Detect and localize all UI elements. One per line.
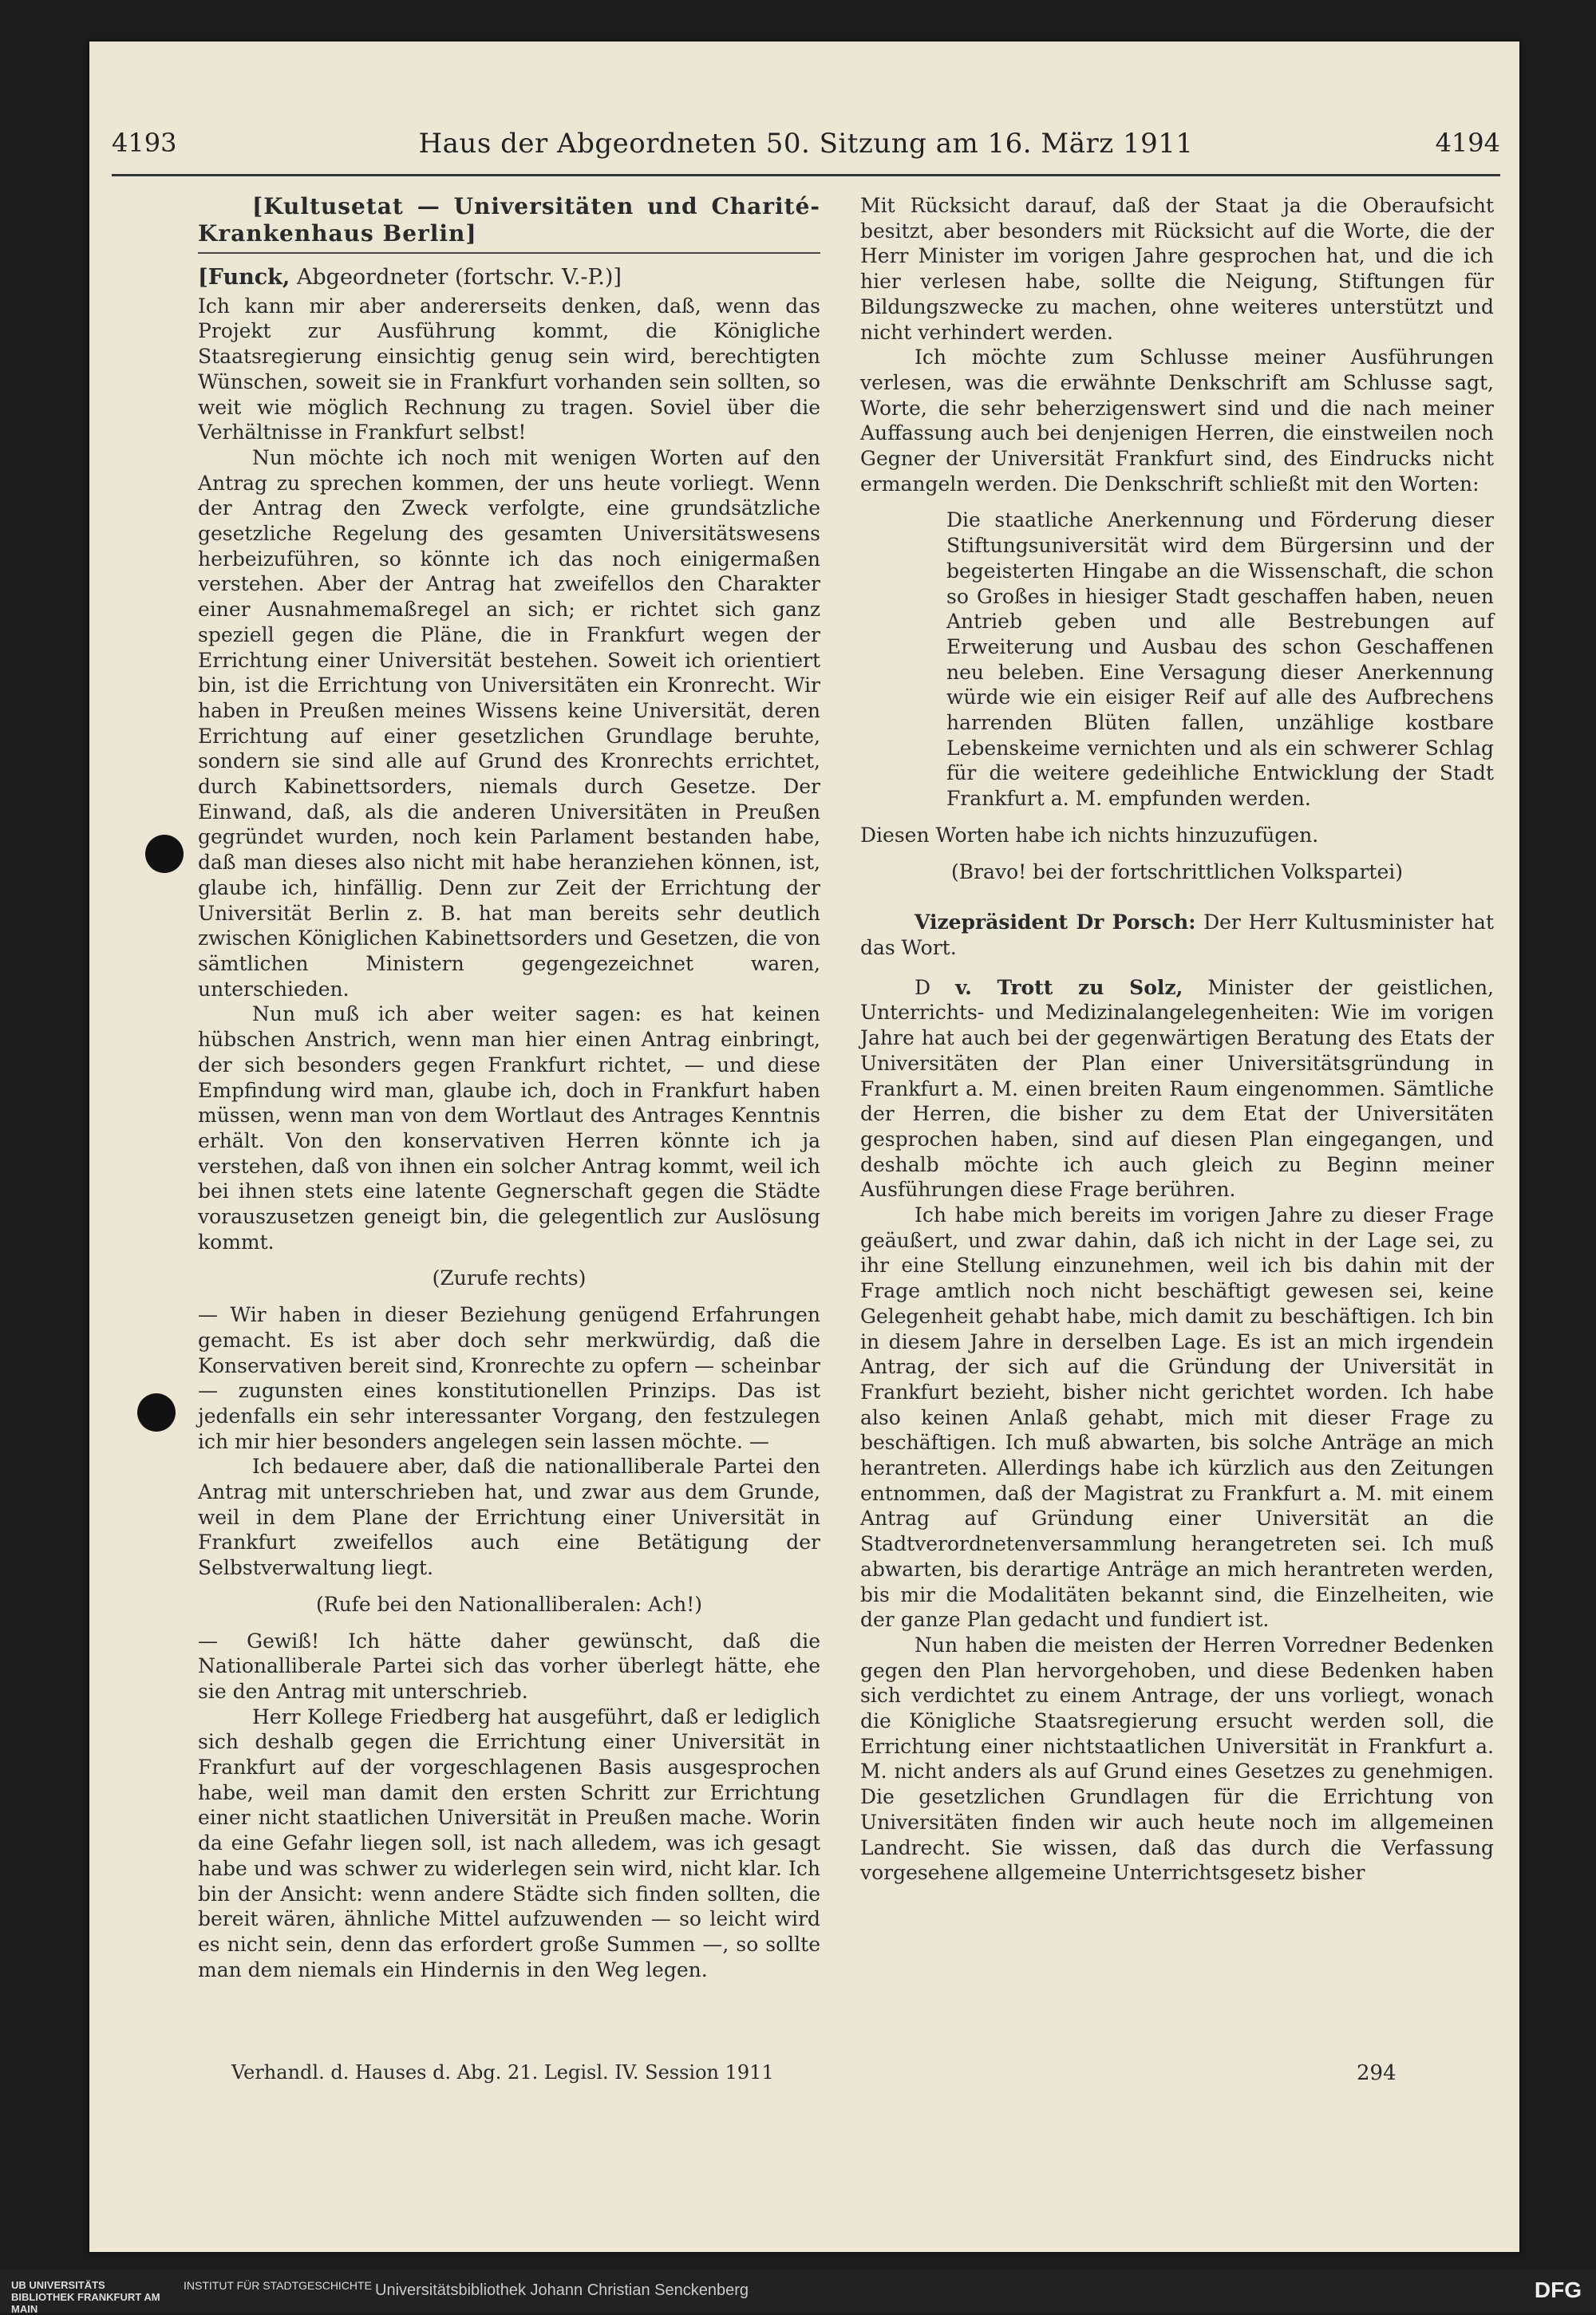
paragraph: Ich kann mir aber andererseits denken, daß, wenn das Projekt zur Ausführung kommt, die Königliche Staatsregierung einsichtig genug sein wird, berechtigten Wünschen, soweit sie in Frankfurt vorhanden sein sollten, so weit wie möglich Rechnung zu tragen. Soviel über die Verhältnisse in Frankfurt selbst!	[198, 294, 820, 444]
vice-president-line	[860, 910, 1494, 960]
right-column	[860, 193, 1494, 1886]
header-rule	[112, 174, 1500, 176]
paragraph: Mit Rücksicht darauf, daß der Staat ja die Oberaufsicht besitzt, aber besonders mit Rücksicht auf die Worte, die der Herr Minister im vorigen Jahre gesprochen hat, und die ich hier verlesen habe, sollte die Neigung, Stiftungen für Bildungszwecke zu machen, ohne weiteres unterstützt und nicht verhindert werden.	[860, 194, 1494, 344]
paragraph: Ich möchte zum Schlusse meiner Ausführungen verlesen, was die erwähnte Denkschrift am Schlusse sagt, Worte, die sehr beherzigenswert sind und die nach meiner Auffassung auch bei denjenigen Herren, die einstweilen noch Gegner der Universität Frankfurt sind, des Eindrucks nicht ermangeln werden. Die Denkschrift schließt mit den Worten:	[860, 346, 1494, 496]
interjection: (Rufe bei den Nationalliberalen: Ach!)	[316, 1592, 702, 1616]
speaker-name: Vizepräsident Dr Porsch:	[915, 911, 1196, 934]
section-heading: [Kultusetat — Universitäten und Charité-Krankenhaus Berlin]	[198, 193, 820, 247]
paragraph: Ich bedauere aber, daß die nationalliberale Partei den Antrag mit unterschrieben hat, und zwar aus dem Grunde, weil in dem Plane der Errichtung einer Universität in Frankfurt zweifellos auch eine Betätigung der Selbstverwaltung liegt.	[198, 1455, 820, 1580]
paragraph: Nun haben die meisten der Herren Vorredner Bedenken gegen den Plan hervorgehoben, und diese Bedenken haben sich verdichtet zu einem Antrage, der uns vorliegt, wonach die Königliche Staatsregierung ersucht werden soll, die Errichtung einer nichtstaatlichen Universität in Frankfurt a. M. nicht anders als auf Grund eines Gesetzes zu genehmigen. Die gesetzlichen Grundlagen für die Errichtung von Universitäten finden wir auch heute noch im allgemeinen Landrecht. Sie wissen, daß das durch die Verfassung vorgesehene allgemeine Unterrichtsgesetz bisher	[860, 1633, 1494, 1885]
viewer-bottom-bar	[0, 2270, 1596, 2313]
speaker-name: v. Trott zu Solz,	[955, 975, 1183, 999]
paragraph: Nun muß ich aber weiter sagen: es hat keinen hübschen Anstrich, wenn man hier einen Antrag einbringt, der sich besonders gegen Frankfurt richtet, — und diese Empfindung wird man, glaube ich, doch in Frankfurt haben müssen, wenn man von dem Wortlaut des Antrages Kenntnis erhält. Von den konservativen Herren könnte ich ja verstehen, daß von ihnen ein solcher Antrag kommt, weil ich bei ihnen stets eine latente Gegnerschaft gegen die Städte vorauszusetzen geneigt bin, die gelegentlich zur Auslösung kommt.	[198, 1002, 820, 1254]
dfg-logo[interactable]: DFG	[1534, 2277, 1582, 2302]
paragraph: Nun möchte ich noch mit wenigen Worten auf den Antrag zu sprechen kommen, der uns heute vorliegt. Wenn der Antrag den Zweck verfolgte, eine grundsätzliche gesetzliche Regelung des gesamten Universitätswesens herbeizuführen, so könnte ich das noch einigermaßen verstehen. Aber der Antrag hat zweifellos den Charakter einer Ausnahmemaßregel an sich; er richtet sich ganz speziell gegen die Pläne, die in Frankfurt wegen der Errichtung einer Universität bestehen. Soweit ich orientiert bin, ist die Errichtung von Universitäten ein Kronrecht. Wir haben in Preußen meines Wissens keine Universität, deren Errichtung auf einer gesetzlichen Grundlage beruhte, sondern sie sind alle auf Grund des Kronrechts errichtet, durch Kabinettsorders, niemals durch Gesetze. Der Einwand, daß, als die anderen Universitäten in Preußen gegründet wurden, noch kein Parlament bestanden habe, daß man dieses also nicht mit habe heranziehen können, ist, glaube ich, hinfällig. Denn zur Zeit der Errichtung der Universität Berlin z. B. hat man bereits sehr deutlich zwischen Königlichen Kabinettsorders und Gesetzen, die von sämtlichen Ministern gegengezeichnet waren, unterschieden.	[198, 445, 820, 1001]
speaker-name: [Funck,	[198, 265, 290, 290]
paragraph: Herr Kollege Friedberg hat ausgeführt, daß er lediglich sich deshalb gegen die Errichtung einer Universität in Frankfurt auf der vorgeschlagenen Basis ausgesprochen habe, weil man damit den ersten Schritt zur Errichtung einer nicht staatlichen Universität in Preußen mache. Worin da eine Gefahr liegen soll, ist nach alledem, was ich gesagt habe und was schwer zu widerlegen sein wird, nicht klar. Ich bin der Ansicht: wenn andere Städte sich finden sollten, die bereit wären, ähnliche Mittel aufzuwenden — so leicht wird es nicht sein, denn das erfordert große Summen —, so sollte man dem niemals ein Hindernis in den Weg legen.	[198, 1705, 820, 1981]
page-number-left: 4193	[112, 128, 177, 158]
interjection: (Zurufe rechts)	[432, 1266, 587, 1290]
paragraph: — Wir haben in dieser Beziehung genügend Erfahrungen gemacht. Es ist aber doch sehr merkwürdig, daß die Konservativen bereit sind, Kronrechte zu opfern — scheinbar — zugunsten eines konstitutionellen Prinzips. Das ist jedenfalls ein sehr interessanter Vorgang, den festzulegen ich mir hier besonders angelegen sein lassen möchte. —	[198, 1303, 820, 1453]
speaker-line	[198, 265, 820, 290]
speaker-text: Minister der geistlichen, Unterrichts- und Medizinalangelegenheiten: Wie im vorigen Jahre hat auch bei der gegenwärtigen Beratung des Etats der Universitäten der Plan einer Universitätsgründung in Frankfurt a. M. einen breiten Raum eingenommen. Sämtliche der Herren, die bisher zu dem Etat der Universitäten gesprochen haben, sind auf diesen Plan eingegangen, und deshalb möchte ich auch gleich zu Beginn meiner Ausführungen diese Frage berühren.	[860, 975, 1494, 1202]
library-name: Universitätsbibliothek Johann Christian Senckenberg	[375, 2281, 749, 2299]
minister-line	[860, 975, 1494, 1203]
punch-hole	[137, 1393, 176, 1432]
punch-hole	[145, 835, 184, 873]
ub-logo[interactable]: UB UNIVERSITÄTS BIBLIOTHEK FRANKFURT AM MAIN	[11, 2279, 160, 2315]
paragraph: Diesen Worten habe ich nichts hinzuzufügen.	[860, 823, 1319, 847]
interjection: (Bravo! bei der fortschrittlichen Volkspartei)	[950, 859, 1404, 883]
speaker-text: Der Herr Kultusminister hat das Wort.	[860, 911, 1494, 959]
running-head	[112, 128, 1500, 176]
section-rule	[198, 252, 820, 254]
signature-number: 294	[1357, 2061, 1396, 2085]
isg-logo[interactable]: INSTITUT FÜR STADTGESCHICHTE	[184, 2279, 372, 2292]
paragraph: Ich habe mich bereits im vorigen Jahre zu dieser Frage geäußert, und zwar dahin, daß ich nicht in der Lage sei, zu ihr eine Stellung einzunehmen, weil ich bis dahin mit der Frage amtlich noch nicht beschäftigt gewesen sei, keine Gelegenheit gehabt habe, mich damit zu beschäftigen. Ich bin in diesem Jahre in derselben Lage. Es ist an mich irgendein Antrag, der sich auf die Gründung der Universität in Frankfurt bezieht, bisher nicht gerichtet worden. Ich habe also keinen Anlaß gehabt, mich mit dieser Frage zu beschäftigen. Ich muß abwarten, bis solche Anträge an mich herantreten. Allerdings habe ich kürzlich aus den Zeitungen entnommen, daß der Magistrat zu Frankfurt a. M. mit einem Antrag auf Gründung einer Universität an die Stadtverordnetenversammlung herangetreten sei. Ich muß abwarten, bis derartige Anträge an mich herantreten werden, bis mir die Modalitäten bekannt sind, die Einzelheiten, wie der ganze Plan gedacht und fundiert ist.	[860, 1203, 1494, 1632]
speaker-prefix: D	[915, 975, 931, 999]
running-title: Haus der Abgeordneten 50. Sitzung am 16. März 1911	[418, 128, 1194, 160]
page-number-right: 4194	[1435, 128, 1500, 158]
quotation: Die staatliche Anerkennung und Förderung dieser Stiftungsuniversität wird dem Bürgersinn und der begeisterten Hingabe an die Wissenschaft, die schon so Großes in hiesiger Stadt geschaffen haben, neuen Antrieb geben und alle Bestrebungen auf Erweiterung und Ausbau des schon Geschaffenen neu beleben. Eine Versagung dieser Anerkennung würde wie ein eisiger Reif auf alle des Aufbrechens harrenden Blüten fallen, unzählige kostbare Lebenskeime vernichten und als ein schwerer Schlag für die weitere gedeihliche Entwicklung der Stadt Frankfurt a. M. empfunden werden.	[946, 508, 1494, 811]
left-column	[198, 193, 820, 1982]
speaker-role: Abgeordneter (fortschr. V.-P.)]	[296, 265, 622, 290]
paragraph: — Gewiß! Ich hätte daher gewünscht, daß die Nationalliberale Partei sich das vorher überlegt hätte, ehe sie den Antrag mit unterschrieb.	[198, 1629, 820, 1703]
spacer	[860, 961, 1494, 975]
spacer	[860, 895, 1494, 910]
footer-citation: Verhandl. d. Hauses d. Abg. 21. Legisl. IV. Session 1911	[231, 2061, 774, 2084]
